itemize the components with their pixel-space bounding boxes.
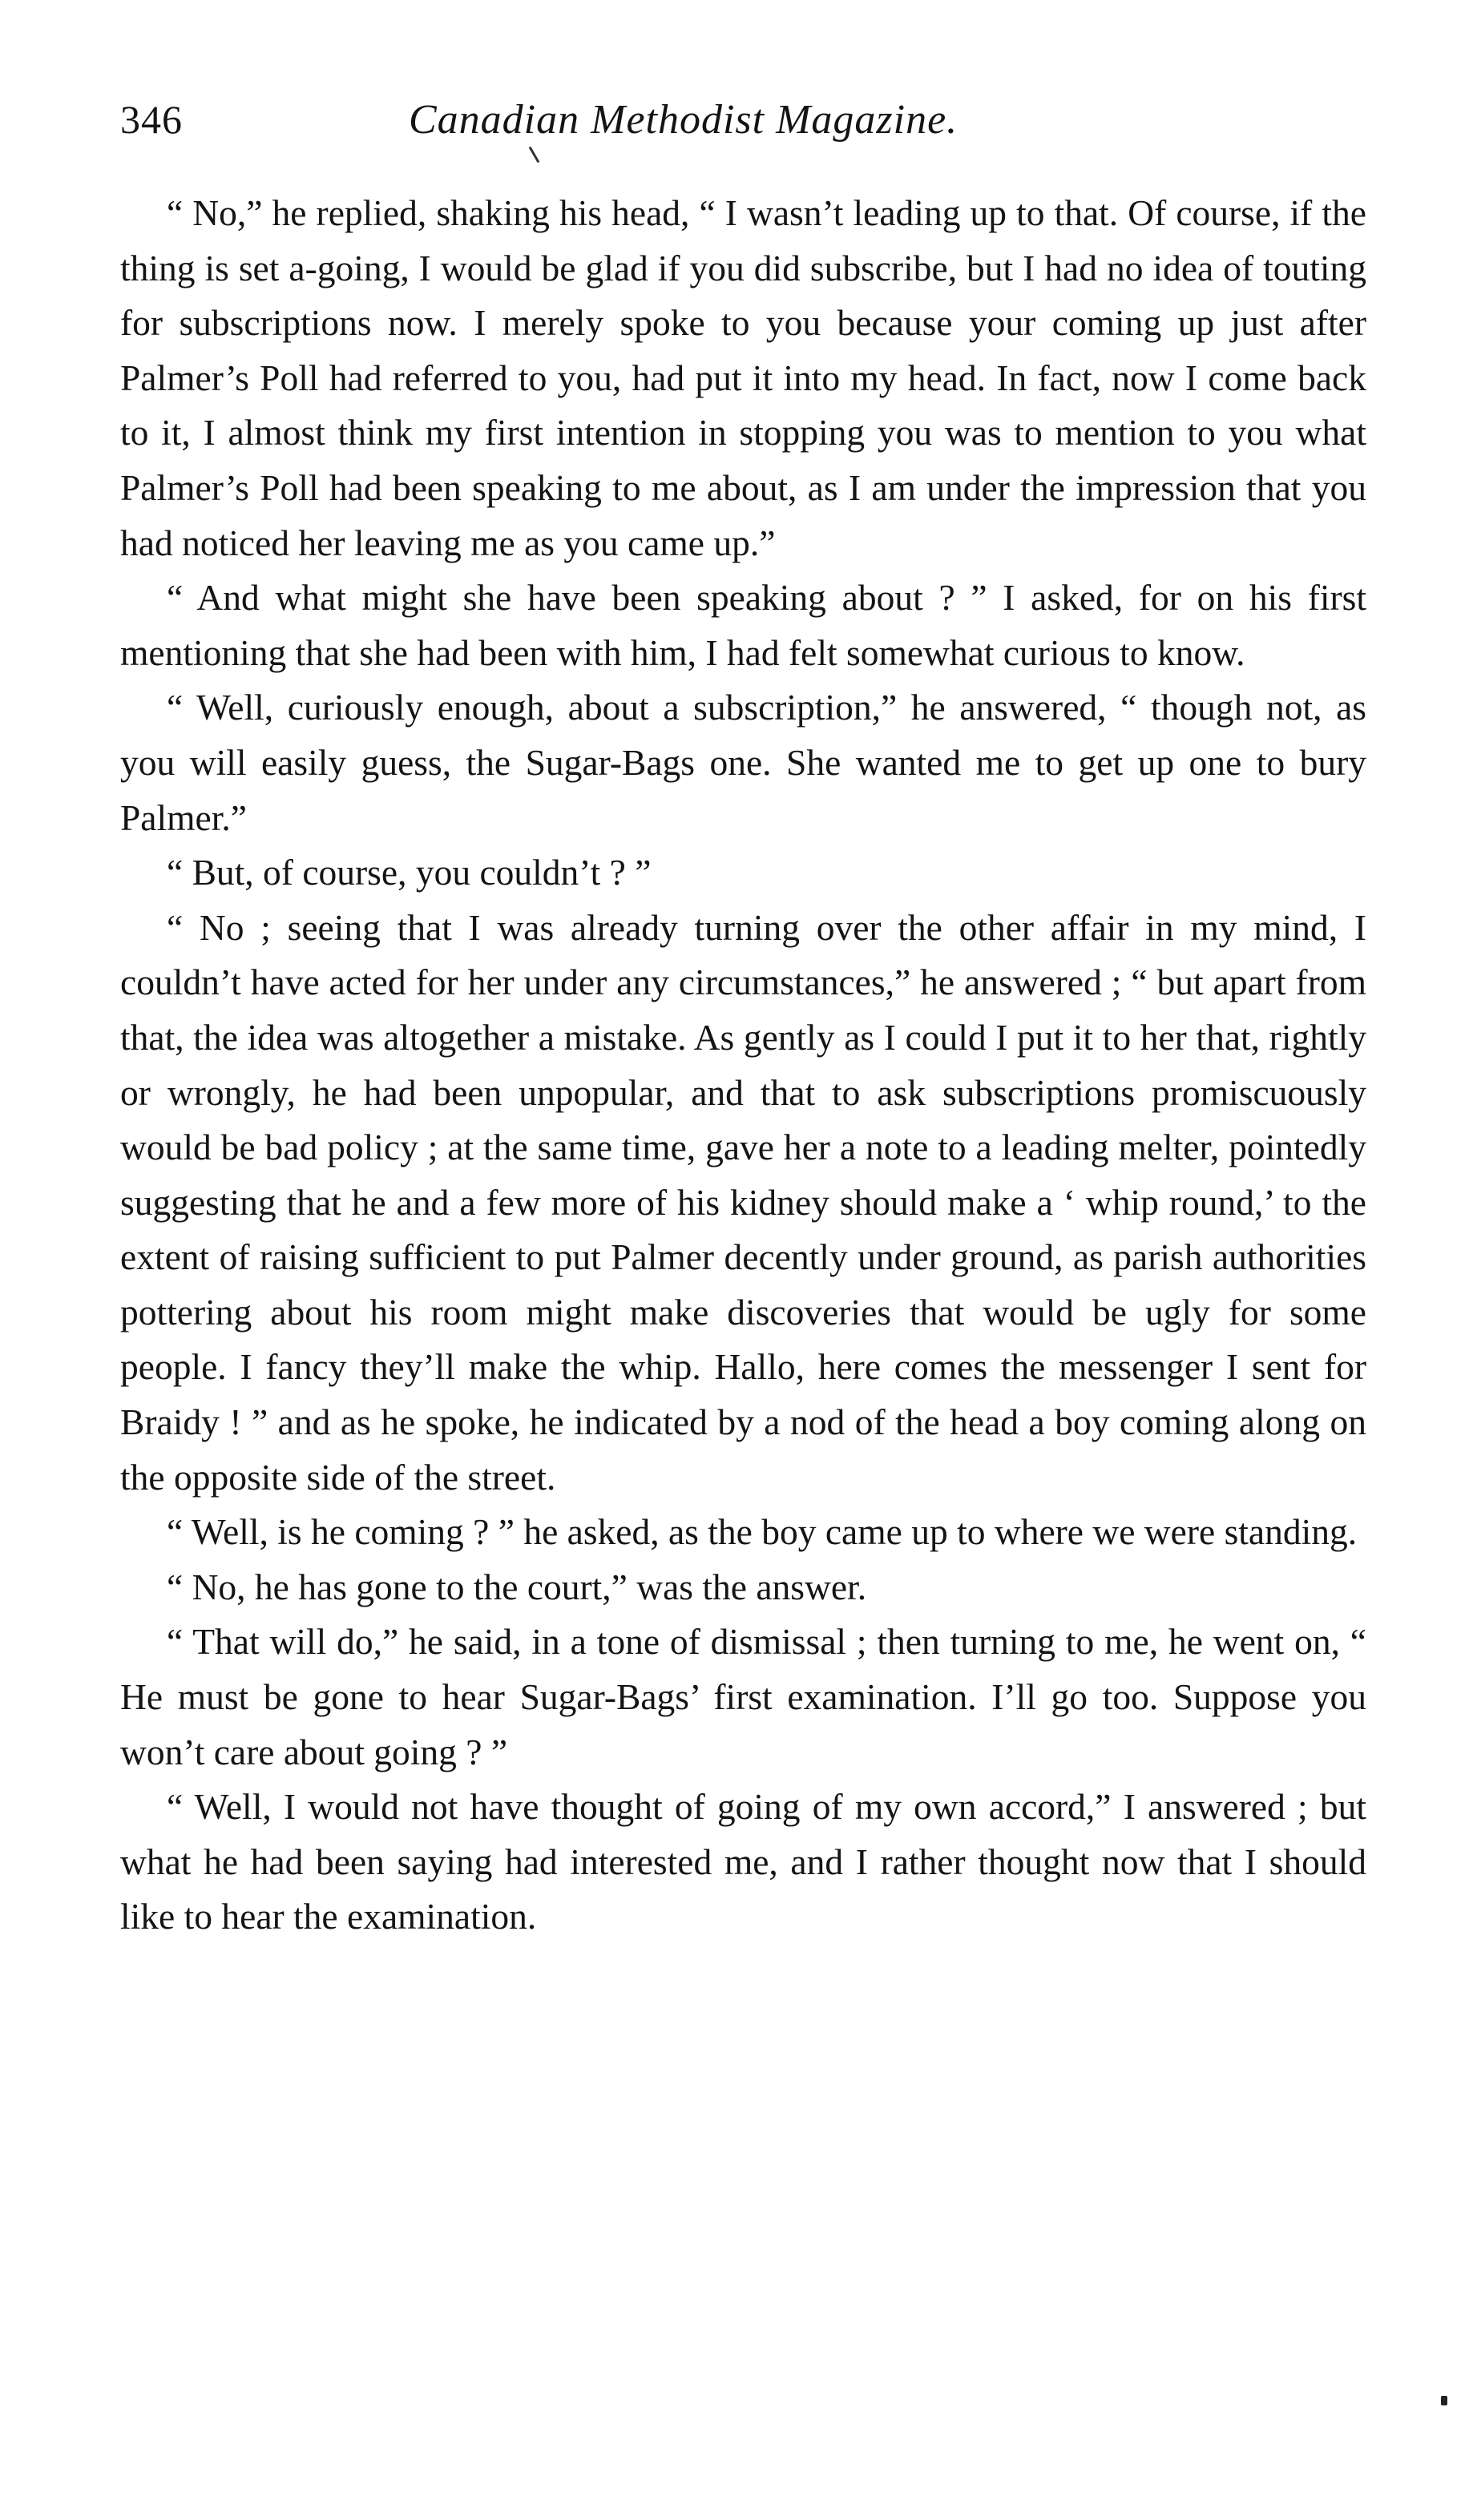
print-mark bbox=[529, 147, 540, 163]
paragraph-1: “ No,” he replied, shaking his head, “ I wasn’t leading up to that. Of course, if the thing is set a-going, I would be glad if you did subscribe, but I had no idea of touting for subscriptions now. I merely spoke to you because your coming up just after Palmer’s Poll had referred to you, had put it into my head. In fact, now I come back to it, I almost think my first intention in stopping you was to mention to you what Palmer’s Poll had been speaking to me about, as I am under the impression that you had noticed her leaving me as you came up.” bbox=[120, 192, 1366, 563]
margin-mark bbox=[1441, 2396, 1447, 2405]
running-title: Canadian Methodist Magazine. bbox=[409, 97, 958, 143]
paragraph-8: “ That will do,” he said, in a tone of dismissal ; then turning to me, he went on, “ He must be gone to hear Sugar-Bags’ first examination. I’ll go too. Suppose you won’t care about going ? ” bbox=[120, 1621, 1366, 1772]
page-header bbox=[120, 96, 1378, 160]
paragraph-3: “ Well, curiously enough, about a subscription,” he answered, “ though not, as you will easily guess, the Sugar-Bags one. She wanted me to get up one to bury Palmer.” bbox=[120, 687, 1366, 838]
paragraph-9: “ Well, I would not have thought of going of my own accord,” I answered ; but what he had been saying had interested me, and I rather thought now that I should like to hear the examination. bbox=[120, 1786, 1366, 1937]
paragraph-6: “ Well, is he coming ? ” he asked, as the boy came up to where we were standing. bbox=[167, 1511, 1358, 1553]
body-text bbox=[120, 186, 1366, 1945]
paragraph-4: “ But, of course, you couldn’t ? ” bbox=[167, 852, 652, 893]
paragraph-5: “ No ; seeing that I was already turning over the other affair in my mind, I couldn’t have acted for her under any circumstances,” he answered ; “ but apart from that, the idea was altogether a mistake. As gently as I could I put it to her that, rightly or wrongly, he had been unpopular, and that to ask subscriptions promiscuously would be bad policy ; at the same time, gave her a note to a leading melter, pointedly suggesting that he and a few more of his kidney should make a ‘ whip round,’ to the extent of raising sufficient to put Palmer decently under ground, as parish authorities pottering about his room might make discoveries that would be ugly for some people. I fancy they’ll make the whip. Hallo, here comes the messenger I sent for Braidy ! ” and as he spoke, he indicated by a nod of the head a boy coming along on the opposite side of the street. bbox=[120, 906, 1366, 1498]
page-number: 346 bbox=[120, 97, 183, 142]
paragraph-2: “ And what might she have been speaking about ? ” I asked, for on his first mentioning that she had been with him, I had felt somewhat curious to know. bbox=[120, 577, 1366, 673]
paragraph-7: “ No, he has gone to the court,” was the answer. bbox=[167, 1566, 867, 1607]
